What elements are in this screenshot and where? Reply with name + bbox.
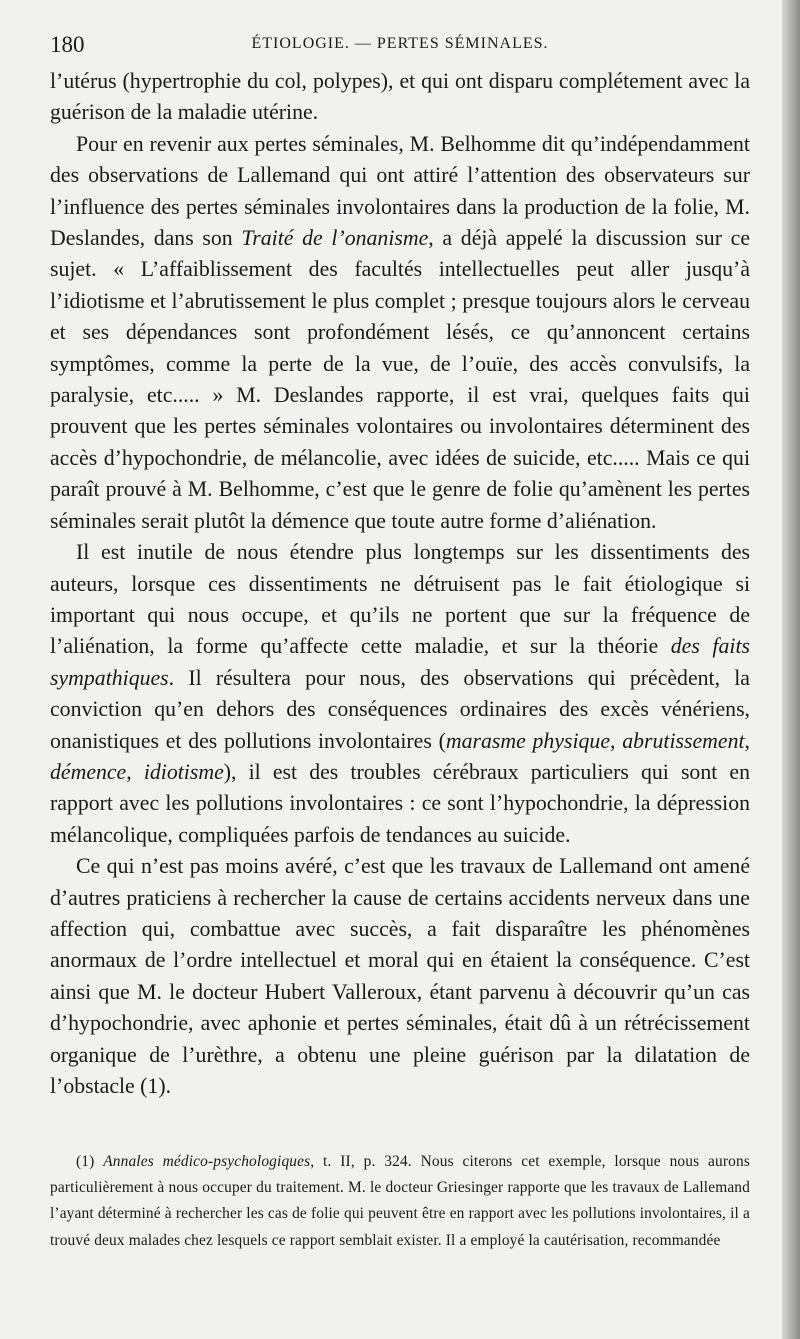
footnote-marker: (1) [76, 1153, 104, 1170]
italic-term: marasme physique [445, 728, 611, 753]
footnote-text: , t. II, p. 324. Nous citerons cet exemple, lorsque nous aurons particulièrement à nous occuper du traitement. M. le docteur Griesinger rapporte que les travaux de Lallemand l’ayant déterminé à rechercher les cas de folie qui peuvent être en rapport avec les pollutions involontaires, il a trouvé deux malades chez lesquels ce rapport semblait exister. Il a employé la cautérisation, recommandée [50, 1153, 750, 1249]
paragraph-4-text: Ce qui n’est pas moins avéré, c’est que les travaux de Lallemand ont amené d’autres praticiens à rechercher la cause de certains accidents nerveux dans une affection qui, combattue avec succès, a fait disparaître les phénomènes anormaux de l’ordre intellectuel et moral qui en étaient la conséquence. C’est ainsi que M. le docteur Hubert Valleroux, étant parvenu à découvrir qu’un cas d’hypochondrie, avec aphonie et pertes séminales, était dû à un rétrécissement organique de l’urèthre, a obtenu une pleine guérison par la dilatation de l’obstacle (1). [50, 854, 750, 1098]
paragraph-3-text-d: , [744, 728, 750, 753]
italic-term: démence [50, 759, 127, 784]
paragraph-3-text-b: . Il résultera pour nous, des observations qui précèdent, la conviction qu’en dehors des conséquences ordinaires des excès vénériens, onanistiques et des pollutions involontaires ( [50, 665, 750, 753]
running-head: ÉTIOLOGIE. — PERTES SÉMINALES. [251, 35, 549, 52]
paragraph-2-text-b: , a déjà appelé la discussion sur ce sujet. « L’affaiblissement des facultés intellectuelles peut aller jusqu’à l’idiotisme et l’abrutissement le plus complet ; presque toujours alors le cerveau et ses dépendances sont profondément lésés, ce qu’annoncent certains symptômes, comme la perte de la vue, de l’ouïe, des accès convulsifs, la paralysie, etc..... » M. Deslandes rapporte, il est vrai, quelques faits qui prouvent que les pertes séminales volontaires ou involontaires déterminent des accès d’hypochondrie, de mélancolie, avec idées de suicide, etc..... Mais ce qui paraît prouvé à M. Belhomme, c’est que le genre de folie qu’amènent les pertes séminales serait plutôt la démence que toute autre forme d’aliénation. [50, 226, 750, 533]
italic-term: idiotisme [143, 759, 224, 784]
paragraph-3-text-e: , [126, 759, 144, 784]
paragraph-1 [50, 66, 750, 129]
paragraph-3-text-c: , [610, 728, 623, 753]
paragraph-2 [50, 129, 750, 537]
italic-term: abrutissement [622, 728, 745, 753]
body-text [50, 66, 750, 1102]
paragraph-2-text-a: Pour en revenir aux pertes séminales, M. Belhomme dit qu’indépendamment des observations de Lallemand qui ont attiré l’attention des observateurs sur l’influence des pertes séminales involontaires dans la production de la folie, M. Deslandes, dans son [50, 131, 750, 251]
paragraph-1-text: l’utérus (hypertrophie du col, polypes), et qui ont disparu complétement avec la guérison de la maladie utérine. [50, 69, 750, 125]
italic-term: des faits sympathiques [50, 634, 750, 690]
paragraph-3-text-f: ), il est des troubles cérébraux particuliers qui sont en rapport avec les pollutions involontaires : ce sont l’hypochondrie, la dépression mélancolique, compliquées parfois de tendances au suicide. [50, 759, 750, 847]
footnote-journal-title: Annales médico-psychologiques [103, 1153, 311, 1170]
italic-book-title: Traité de l’onanisme [241, 226, 429, 251]
paragraph-4 [50, 851, 750, 1102]
page-header [50, 32, 750, 62]
page-number: 180 [50, 32, 85, 57]
footnotes [50, 1149, 750, 1254]
paragraph-3 [50, 537, 750, 851]
page-gutter-shadow [782, 0, 800, 1339]
footnote-1 [50, 1149, 750, 1254]
paragraph-3-text-a: Il est inutile de nous étendre plus longtemps sur les dissentiments des auteurs, lorsque ces dissentiments ne détruisent pas le fait étiologique si important qui nous occupe, et qu’ils ne portent que sur la fréquence de l’aliénation, la forme qu’affecte cette maladie, et sur la théorie [50, 540, 750, 659]
